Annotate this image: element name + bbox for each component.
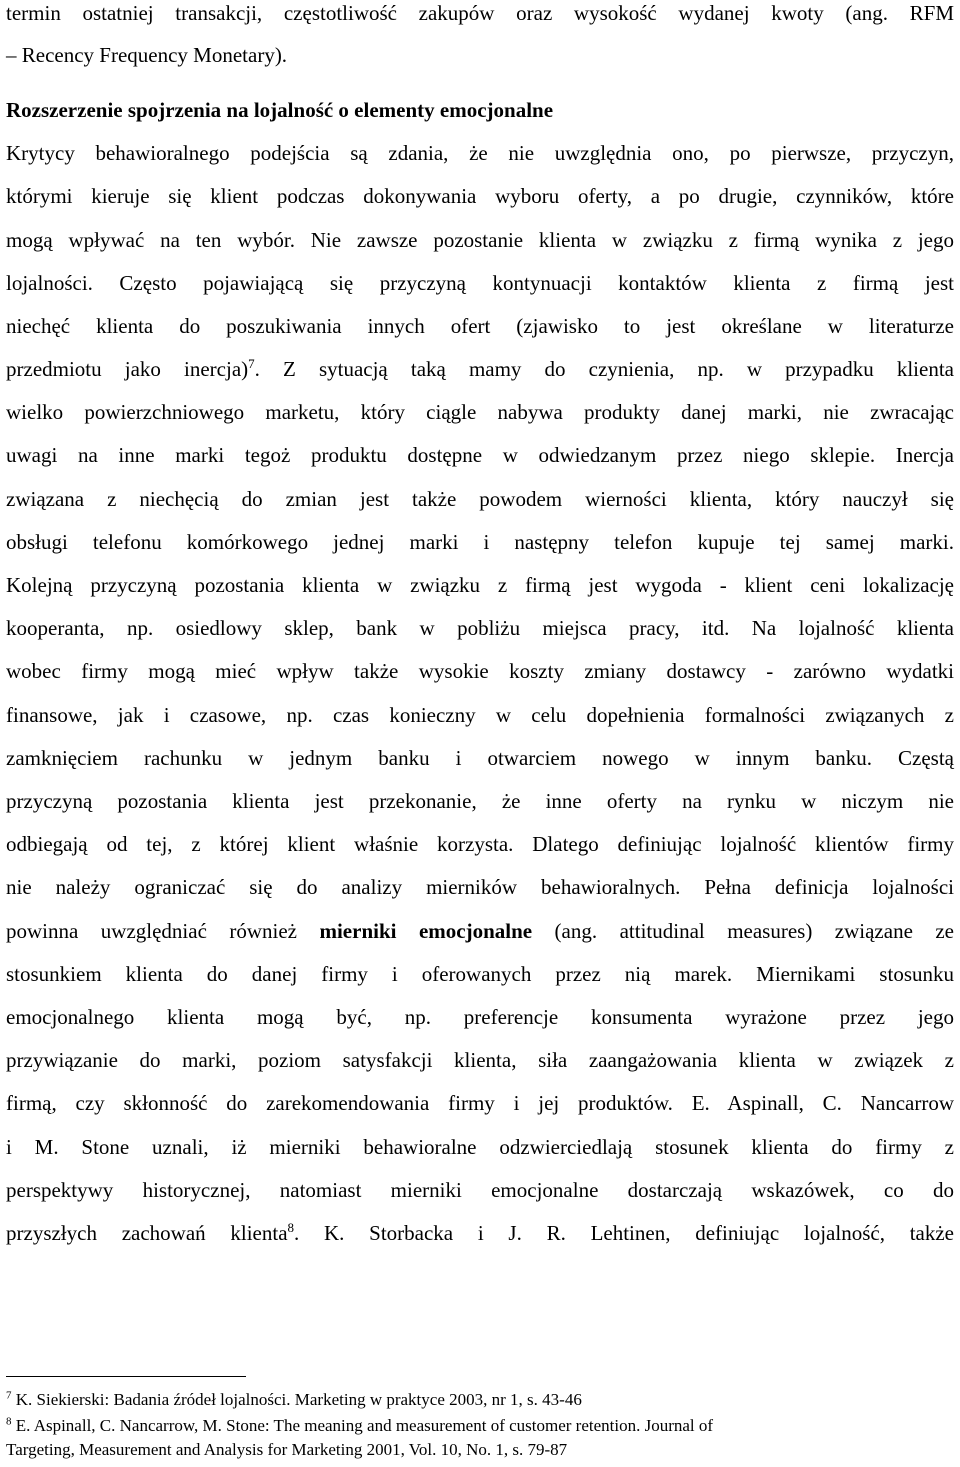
section-heading: Rozszerzenie spojrzenia na lojalność o elementy emocjonalne: [6, 98, 554, 122]
body-text-line: przywiązanie do marki, poziom satysfakcji klienta, siła zaangażowania klienta w związek z: [6, 1048, 954, 1072]
body-text-line: przedmiotu jako inercja)$^7$. Z sytuacją taką mamy do czynienia, np. w przypadku klienta: [6, 356, 954, 381]
bold-term: mierniki emocjonalne: [319, 919, 533, 943]
footnote-mark: 8: [6, 1415, 12, 1428]
footnote-continuation: Targeting, Measurement and Analysis for Marketing 2001, Vol. 10, No. 1, s. 79-87: [6, 1440, 568, 1459]
footnote-reference: 7: [248, 356, 255, 371]
body-text-line: uwagi na inne marki tegoż produktu dostępne w odwiedzanym przez niego sklepie. Inercja: [6, 443, 954, 467]
footnote-mark: 7: [6, 1389, 12, 1402]
body-text-line: niechęć klienta do poszukiwania innych ofert (zjawisko to jest określane w literaturze: [6, 314, 954, 338]
footnote-reference: 8: [287, 1220, 295, 1235]
body-text-line: firmą, czy skłonność do zarekomendowania firmy i jej produktów. E. Aspinall, C. Nancarrow: [6, 1091, 954, 1115]
body-text-line: którymi kieruje się klient podczas dokonywania wyboru oferty, a po drugie, czynników, które: [6, 184, 954, 208]
body-text-line: finansowe, jak i czasowe, np. czas konieczny w celu dopełnienia formalności związanych z: [6, 703, 954, 727]
footnote: $^7$ K. Siekierski: Badania źródeł lojalności. Marketing w praktyce 2003, nr 1, s. 43-46: [6, 1389, 582, 1409]
body-text-line: lojalności. Często pojawiającą się przyczyną kontynuacji kontaktów klienta z firmą jest: [6, 271, 954, 295]
body-text-line: odbiegają od tej, z której klient właśnie korzysta. Dlatego definiując lojalność klientów firmy: [6, 832, 954, 856]
body-text-line: powinna uwzględniać również mierniki emocjonalne (ang. attitudinal measures) związane ze: [6, 919, 955, 943]
body-text-line: termin ostatniej transakcji, częstotliwość zakupów oraz wysokość wydanej kwoty (ang. RFM: [6, 1, 954, 25]
body-text-line: Krytycy behawioralnego podejścia są zdania, że nie uwzględnia ono, po pierwsze, przyczyn,: [6, 141, 954, 165]
body-text-line: wobec firmy mogą mieć wpływ także wysokie koszty zmiany dostawcy - zarówno wydatki: [6, 659, 954, 683]
body-text-line: kooperanta, np. osiedlowy sklep, bank w pobliżu miejsca pracy, itd. Na lojalność klienta: [6, 616, 954, 640]
body-text-line: wielko powierzchniowego marketu, który ciągle nabywa produkty danej marki, nie zwracając: [6, 400, 954, 424]
body-text-line: i M. Stone uznali, iż mierniki behawioralne odzwierciedlają stosunek klienta do firmy z: [6, 1135, 954, 1159]
body-text-line: przyszłych zachowań klienta$^8$. K. Storbacka i J. R. Lehtinen, definiując lojalność, także: [6, 1220, 954, 1245]
body-text-line: nie należy ograniczać się do analizy mierników behawioralnych. Pełna definicja lojalności: [6, 875, 954, 899]
footnote: $^8$ E. Aspinall, C. Nancarrow, M. Stone: The meaning and measurement of customer retention. Journal of: [6, 1415, 714, 1435]
body-text-line: mogą wpływać na ten wybór. Nie zawsze pozostanie klienta w związku z firmą wynika z jego: [6, 228, 954, 252]
body-text-line: emocjonalnego klienta mogą być, np. preferencje konsumenta wyrażone przez jego: [6, 1005, 954, 1029]
footnote-separator: [6, 1376, 246, 1377]
body-text-line: Kolejną przyczyną pozostania klienta w związku z firmą jest wygoda - klient ceni lokalizację: [6, 573, 954, 597]
body-text-line: przyczyną pozostania klienta jest przekonanie, że inne oferty na rynku w niczym nie: [6, 789, 954, 813]
body-text-line: perspektywy historycznej, natomiast mierniki emocjonalne dostarczają wskazówek, co do: [6, 1178, 954, 1202]
body-text-line: stosunkiem klienta do danej firmy i oferowanych przez nią marek. Miernikami stosunku: [6, 962, 954, 986]
body-text-line: związana z niechęcią do zmian jest także powodem wierności klienta, który nauczył się: [6, 487, 954, 511]
body-text-line: obsługi telefonu komórkowego jednej marki i następny telefon kupuje tej samej marki.: [6, 530, 954, 554]
body-text-line: zamknięciem rachunku w jednym banku i otwarciem nowego w innym banku. Częstą: [6, 746, 954, 770]
body-text-line: – Recency Frequency Monetary).: [6, 43, 288, 67]
